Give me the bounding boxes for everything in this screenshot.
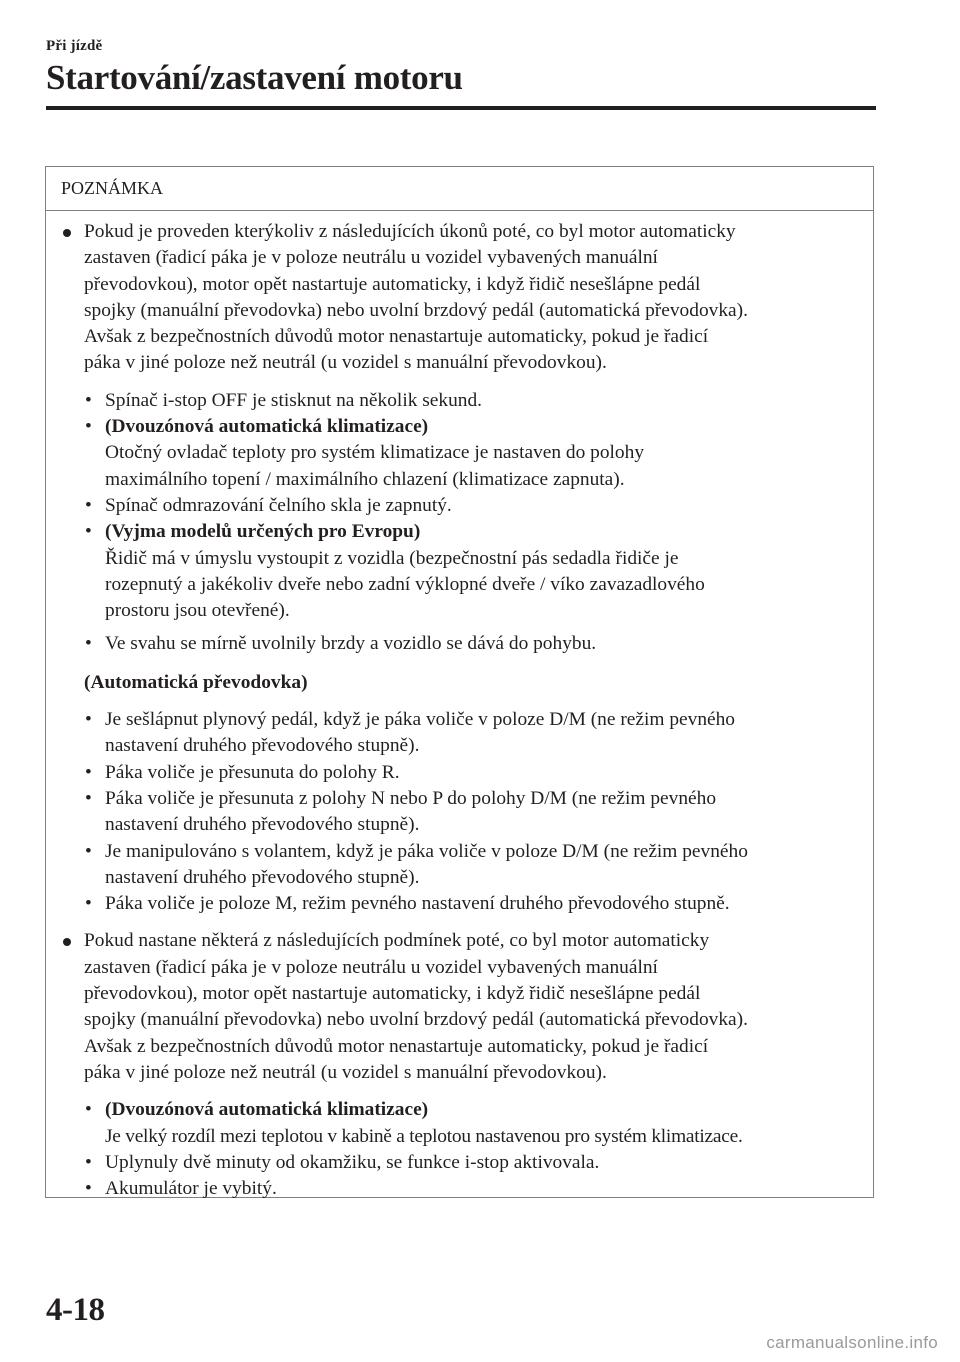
list-item (84, 1150, 863, 1176)
text-line: Uplynuly dvě minuty od okamžiku, se funkce i-stop aktivovala. (105, 1151, 600, 1173)
list-item (84, 891, 863, 917)
text-line: Pokud je proveden kterýkoliv z následujících úkonů poté, co byl motor automaticky (84, 221, 736, 242)
page-title: Startování/zastavení motoru (46, 58, 463, 97)
sub-list (63, 388, 863, 658)
text-line: zastaven (řadicí páka je v poloze neutrálu u vozidel vybavených manuální (84, 956, 658, 978)
note-box (45, 166, 874, 1198)
sub-heading: (Dvouzónová automatická klimatizace) (105, 1099, 429, 1121)
note-item-restart-actions (63, 219, 863, 377)
sub-list (63, 1097, 863, 1202)
text-line: Řidič má v úmyslu vystoupit z vozidla (bezpečnostní pás sedadla řidiče je (105, 547, 679, 569)
note-body (46, 211, 873, 1202)
text-line: páka v jiné poloze než neutrál (u vozidel s manuální převodovkou). (84, 352, 607, 374)
list-item (84, 839, 863, 892)
list-item (84, 1176, 863, 1202)
list-item (84, 414, 863, 493)
bullet-icon: • (85, 389, 92, 411)
sub-list-automatic (63, 707, 863, 917)
text-line: Ve svahu se mírně uvolnily brzdy a vozidlo se dává do pohybu. (105, 633, 597, 655)
list-item (84, 1097, 863, 1150)
list-item (84, 388, 863, 414)
text-line: převodovkou), motor opět nastartuje automaticky, i když řidič nesešlápne pedál (84, 273, 701, 295)
bullet-icon: • (85, 521, 92, 543)
title-rule (46, 106, 876, 110)
text-line: nastavení druhého převodového stupně). (105, 866, 420, 888)
round-bullet-icon (63, 229, 71, 237)
text-line: Je manipulováno s volantem, když je páka voliče v poloze D/M (ne režim pevného (105, 840, 748, 862)
list-item (84, 707, 863, 760)
text-line: Otočný ovladač teploty pro systém klimatizace je nastaven do polohy (105, 442, 645, 464)
watermark: carmanualsonline.info (766, 1333, 938, 1352)
text-line: převodovkou), motor opět nastartuje automaticky, i když řidič nesešlápne pedál (84, 983, 701, 1005)
bullet-icon: • (85, 1099, 92, 1121)
page-number: 4-18 (46, 1292, 105, 1328)
text-line: Avšak z bezpečnostních důvodů motor nenastartuje automaticky, pokud je řadicí (84, 326, 709, 348)
bullet-icon: • (85, 893, 92, 915)
bullet-icon: • (85, 633, 92, 655)
text-line: Je sešlápnut plynový pedál, když je páka voliče v poloze D/M (ne režim pevného (105, 709, 736, 731)
list-item (84, 786, 863, 839)
round-bullet-icon (63, 938, 71, 946)
text-line: spojky (manuální převodovka) nebo uvolní brzdový pedál (automatická převodovka). (84, 299, 748, 321)
text-line: rozepnutý a jakékoliv dveře nebo zadní výklopné dveře / víko zavazadlového (105, 573, 705, 595)
text-line: Pokud nastane některá z následujících podmínek poté, co byl motor automaticky (84, 930, 710, 952)
section-label: Při jízdě (46, 38, 103, 54)
text-line: Avšak z bezpečnostních důvodů motor nenastartuje automaticky, pokud je řadicí (84, 1035, 709, 1057)
text-line: nastavení druhého převodového stupně). (105, 735, 420, 757)
list-item (84, 493, 863, 519)
bullet-icon: • (85, 1151, 92, 1173)
text-line: maximálního topení / maximálního chlazení (klimatizace zapnuta). (105, 468, 625, 490)
bullet-icon: • (85, 787, 92, 809)
note-heading: POZNÁMKA (46, 167, 873, 211)
list-item (84, 519, 863, 624)
sub-heading: (Dvouzónová automatická klimatizace) (105, 416, 429, 438)
text-line: zastaven (řadicí páka je v poloze neutrálu u vozidel vybavených manuální (84, 247, 658, 269)
bullet-icon: • (85, 709, 92, 731)
sub-heading: (Vyjma modelů určených pro Evropu) (105, 521, 421, 543)
bullet-icon: • (85, 1178, 92, 1200)
text-line: Páka voliče je poloze M, režim pevného nastavení druhého převodového stupně. (105, 893, 730, 915)
note-item-restart-conditions (63, 928, 863, 1086)
text-line: páka v jiné poloze než neutrál (u vozidel s manuální převodovkou). (84, 1061, 607, 1083)
list-item (84, 631, 863, 657)
list-item (84, 760, 863, 786)
text-line: Páka voliče je přesunuta z polohy N nebo P do polohy D/M (ne režim pevného (105, 787, 717, 809)
text-line: nastavení druhého převodového stupně). (105, 814, 420, 836)
text-line: Spínač odmrazování čelního skla je zapnutý. (105, 494, 452, 516)
bullet-icon: • (85, 416, 92, 438)
text-line: spojky (manuální převodovka) nebo uvolní brzdový pedál (automatická převodovka). (84, 1009, 748, 1031)
subsection-heading: (Automatická převodovka) (84, 671, 308, 693)
text-line: Spínač i-stop OFF je stisknut na několik sekund. (105, 389, 483, 411)
text-line: Je velký rozdíl mezi teplotou v kabině a teplotou nastavenou pro systém klimatizace. (105, 1125, 743, 1147)
bullet-icon: • (85, 840, 92, 862)
text-line: Akumulátor je vybitý. (105, 1178, 277, 1200)
text-line: Páka voliče je přesunuta do polohy R. (105, 761, 400, 783)
text-line: prostoru jsou otevřené). (105, 600, 290, 622)
bullet-icon: • (85, 761, 92, 783)
bullet-icon: • (85, 494, 92, 516)
